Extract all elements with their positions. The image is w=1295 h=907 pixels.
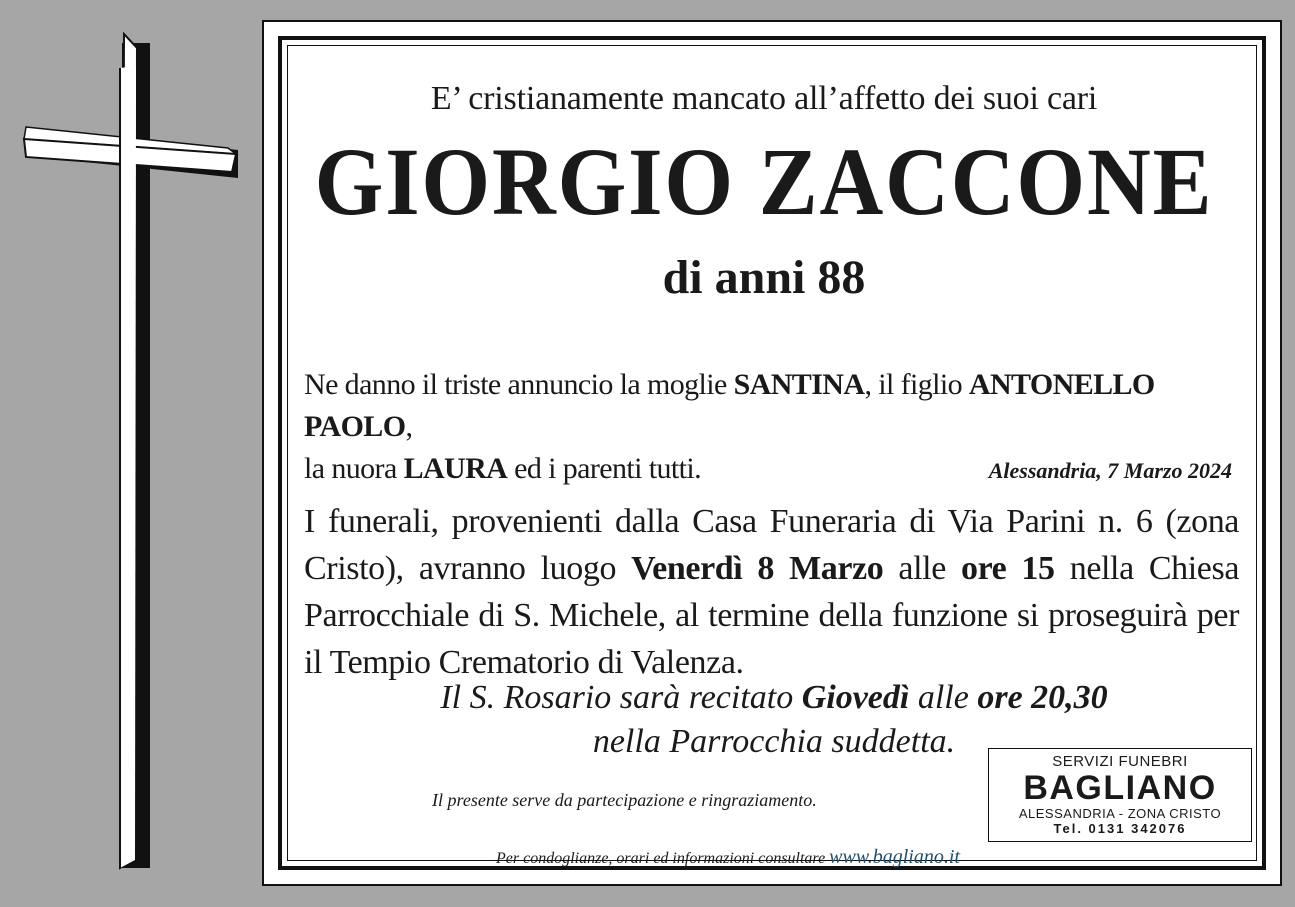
logo-phone: Tel. 0131 342076 bbox=[1053, 821, 1187, 836]
funeral-day: Venerdì 8 Marzo bbox=[631, 550, 884, 587]
cross-icon bbox=[0, 0, 262, 907]
website-link[interactable]: www.bagliano.it bbox=[829, 846, 960, 868]
deceased-name: GIORGIO ZACCONE bbox=[314, 128, 1214, 235]
logo-subtitle: SERVIZI FUNEBRI bbox=[1052, 753, 1188, 770]
intro-text: E’ cristianamente mancato all’affetto dei suoi cari bbox=[430, 80, 1098, 117]
son-name: ANTONELLO PAOLO bbox=[304, 368, 1155, 443]
date-line: Alessandria, 7 Marzo 2024 bbox=[988, 458, 1232, 483]
thanks-note: Il presente serve da partecipazione e ringraziamento. bbox=[432, 790, 817, 810]
wife-name: SANTINA bbox=[733, 368, 865, 401]
logo-city: ALESSANDRIA - ZONA CRISTO bbox=[1018, 806, 1222, 821]
rosary-text: Il S. Rosario sarà recitato Giovedì alle ore 20,30 nella Parrocchia suddetta. bbox=[440, 679, 1108, 760]
funeral-paragraph: I funerali, provenienti dalla Casa Funeraria di Via Parini n. 6 (zona Cristo), avranno luogo Venerdì 8 Marzo alle ore 15 nella Chiesa Parrocchiale di S. Michele, al termine della funzione si proseguirà per il Tempio Crematorio di Valenza. bbox=[304, 503, 1240, 681]
logo-brand: BAGLIANO bbox=[1023, 769, 1217, 807]
announcement-paragraph: Ne danno il triste annuncio la moglie SANTINA, il figlio ANTONELLO PAOLO, la nuora LAURA ed i parenti tutti. bbox=[304, 368, 1155, 485]
funeral-time: ore 15 bbox=[960, 550, 1055, 587]
age-text: di anni 88 bbox=[662, 251, 866, 304]
funeral-home-logo bbox=[988, 748, 1252, 842]
contact-line: Per condoglianze, orari ed informazioni consultare www.bagliano.it bbox=[496, 846, 960, 868]
daughter-in-law-name: LAURA bbox=[403, 452, 508, 485]
